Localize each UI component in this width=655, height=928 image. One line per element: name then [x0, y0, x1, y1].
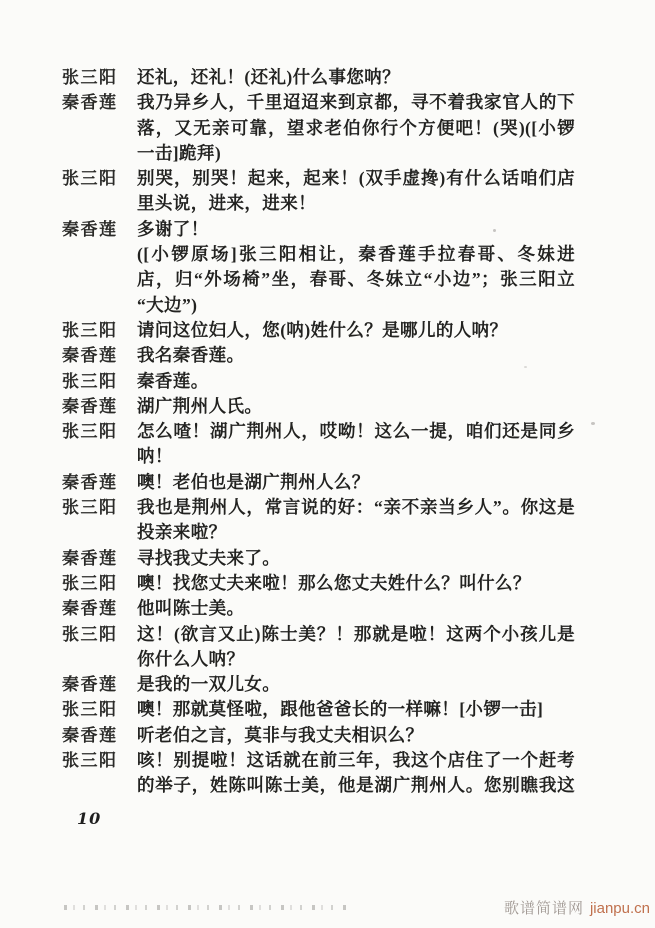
dialogue-entry [62, 571, 575, 596]
dialogue-lines [137, 723, 575, 748]
dialogue-entry [62, 343, 575, 368]
dialogue-lines [137, 369, 575, 394]
dialogue-line: 噢！老伯也是湖广荆州人么？ [137, 471, 370, 492]
dialogue-lines [137, 166, 575, 217]
speaker-name: 秦香莲 [62, 346, 118, 366]
speaker-name: 张三阳 [62, 624, 118, 644]
dialogue-line: 我也是荆州人，常言说的好：“亲不亲当乡人”。你这是 [137, 497, 575, 518]
dialogue-entry [62, 495, 575, 546]
watermark [504, 897, 650, 918]
dialogue-entry [62, 166, 575, 217]
scan-noise-dot [591, 422, 595, 425]
dialogue-entry [62, 90, 575, 166]
speaker-name: 秦香莲 [62, 219, 118, 239]
dialogue-line: 噢！找您丈夫来啦！那么您丈夫姓什么？叫什么？ [137, 572, 531, 593]
dialogue-entry [62, 622, 575, 673]
dialogue-lines [137, 470, 575, 495]
dialogue-line: 这！(欲言又止)陈士美？！那就是啦！这两个小孩儿是 [137, 623, 575, 644]
dialogue-line: 里头说，进来，进来！ [137, 193, 316, 214]
speaker-name: 秦香莲 [62, 675, 118, 695]
speaker-name: 张三阳 [62, 68, 118, 87]
dialogue-line: 请问这位妇人，您(呐)姓什么？是哪儿的人呐？ [137, 319, 508, 340]
scan-noise-dot [524, 366, 527, 368]
speaker-name: 秦香莲 [62, 396, 118, 416]
dialogue-entry [62, 217, 575, 318]
speaker-name: 秦香莲 [62, 472, 118, 492]
dialogue-lines [137, 343, 575, 368]
dialogue-line: 怎么喳！湖广荆州人，哎呦！这么一提，咱们还是同乡 [137, 421, 575, 442]
dialogue-entry [62, 748, 575, 799]
dialogue-lines [137, 748, 575, 799]
dialogue-entry [62, 369, 575, 394]
dialogue-lines [137, 394, 575, 419]
dialogue-line: 我名秦香莲。 [137, 345, 245, 366]
dialogue-line: 一击]跪拜) [137, 142, 222, 163]
dialogue-line: 多谢了！ [137, 218, 209, 239]
speaker-name: 张三阳 [62, 751, 118, 771]
dialogue-entry [62, 318, 575, 343]
speaker-name: 秦香莲 [62, 725, 118, 745]
dialogue-line: 你什么人呐？ [137, 648, 245, 669]
page-number: 10 [77, 809, 102, 828]
dialogue-entry [62, 419, 575, 470]
dialogue-lines [137, 697, 575, 722]
dialogue-line: 的举子，姓陈叫陈士美，他是湖广荆州人。您别瞧我这 [137, 775, 575, 796]
dialogue-line: 噢！那就莫怪啦，跟他爸爸长的一样嘛！[小锣一击] [137, 699, 544, 720]
dialogue-entry [62, 65, 575, 90]
dialogue-line: 湖广荆州人氏。 [137, 395, 263, 416]
watermark-site-url: jianpu.cn [589, 900, 650, 917]
dialogue-line: 我乃异乡人，千里迢迢来到京都，寻不着我家官人的下 [137, 92, 575, 113]
dialogue-entry [62, 723, 575, 748]
dialogue-list [62, 65, 575, 799]
speaker-name: 秦香莲 [62, 93, 118, 113]
dialogue-line: 还礼，还礼！(还礼)什么事您呐？ [137, 67, 401, 87]
dialogue-line: 咳！别提啦！这话就在前三年，我这个店住了一个赶考 [137, 750, 575, 771]
dialogue-lines [137, 571, 575, 596]
dialogue-entry [62, 394, 575, 419]
dialogue-lines [137, 217, 575, 318]
dialogue-line: “大边”) [137, 294, 198, 315]
dialogue-line: 寻找我丈夫来了。 [137, 547, 281, 568]
dialogue-line: 别哭，别哭！起来，起来！(双手虚搀)有什么话咱们店 [137, 168, 575, 189]
dialogue-line: 听老伯之言，莫非与我丈夫相识么？ [137, 724, 424, 745]
speaker-name: 张三阳 [62, 498, 118, 518]
watermark-site-name: 歌谱简谱网 [503, 900, 584, 917]
scan-noise-line [64, 905, 346, 910]
dialogue-entry [62, 470, 575, 495]
dialogue-line: 秦香莲。 [137, 370, 209, 391]
dialogue-line: 店，归“外场椅”坐，春哥、冬妹立“小边”；张三阳立 [137, 269, 575, 290]
dialogue-line: 是我的一双儿女。 [137, 674, 281, 695]
dialogue-lines [137, 672, 575, 697]
dialogue-lines [137, 596, 575, 621]
speaker-name: 秦香莲 [62, 548, 118, 568]
dialogue-lines [137, 622, 575, 673]
speaker-name: 张三阳 [62, 320, 118, 340]
speaker-name: 张三阳 [62, 573, 118, 593]
dialogue-lines [137, 65, 575, 90]
dialogue-line: 投亲来啦？ [137, 522, 227, 543]
dialogue-lines [137, 495, 575, 546]
speaker-name: 张三阳 [62, 371, 118, 391]
dialogue-entry [62, 596, 575, 621]
dialogue-lines [137, 90, 575, 166]
dialogue-lines [137, 318, 575, 343]
dialogue-entry [62, 672, 575, 697]
dialogue-entry [62, 546, 575, 571]
speaker-name: 张三阳 [62, 700, 118, 720]
dialogue-entry [62, 697, 575, 722]
speaker-name: 张三阳 [62, 169, 118, 189]
dialogue-line: 他叫陈士美。 [137, 598, 245, 619]
speaker-name: 秦香莲 [62, 599, 118, 619]
speaker-name: 张三阳 [62, 422, 118, 442]
dialogue-line: ([小锣原场]张三阳相让，秦香莲手拉春哥、冬妹进 [137, 244, 575, 265]
dialogue-line: 落，又无亲可靠，望求老伯你行个方便吧！(哭)([小锣 [137, 117, 575, 138]
dialogue-line: 呐！ [137, 446, 173, 467]
scan-noise-dot [493, 229, 496, 232]
dialogue-lines [137, 419, 575, 470]
dialogue-lines [137, 546, 575, 571]
